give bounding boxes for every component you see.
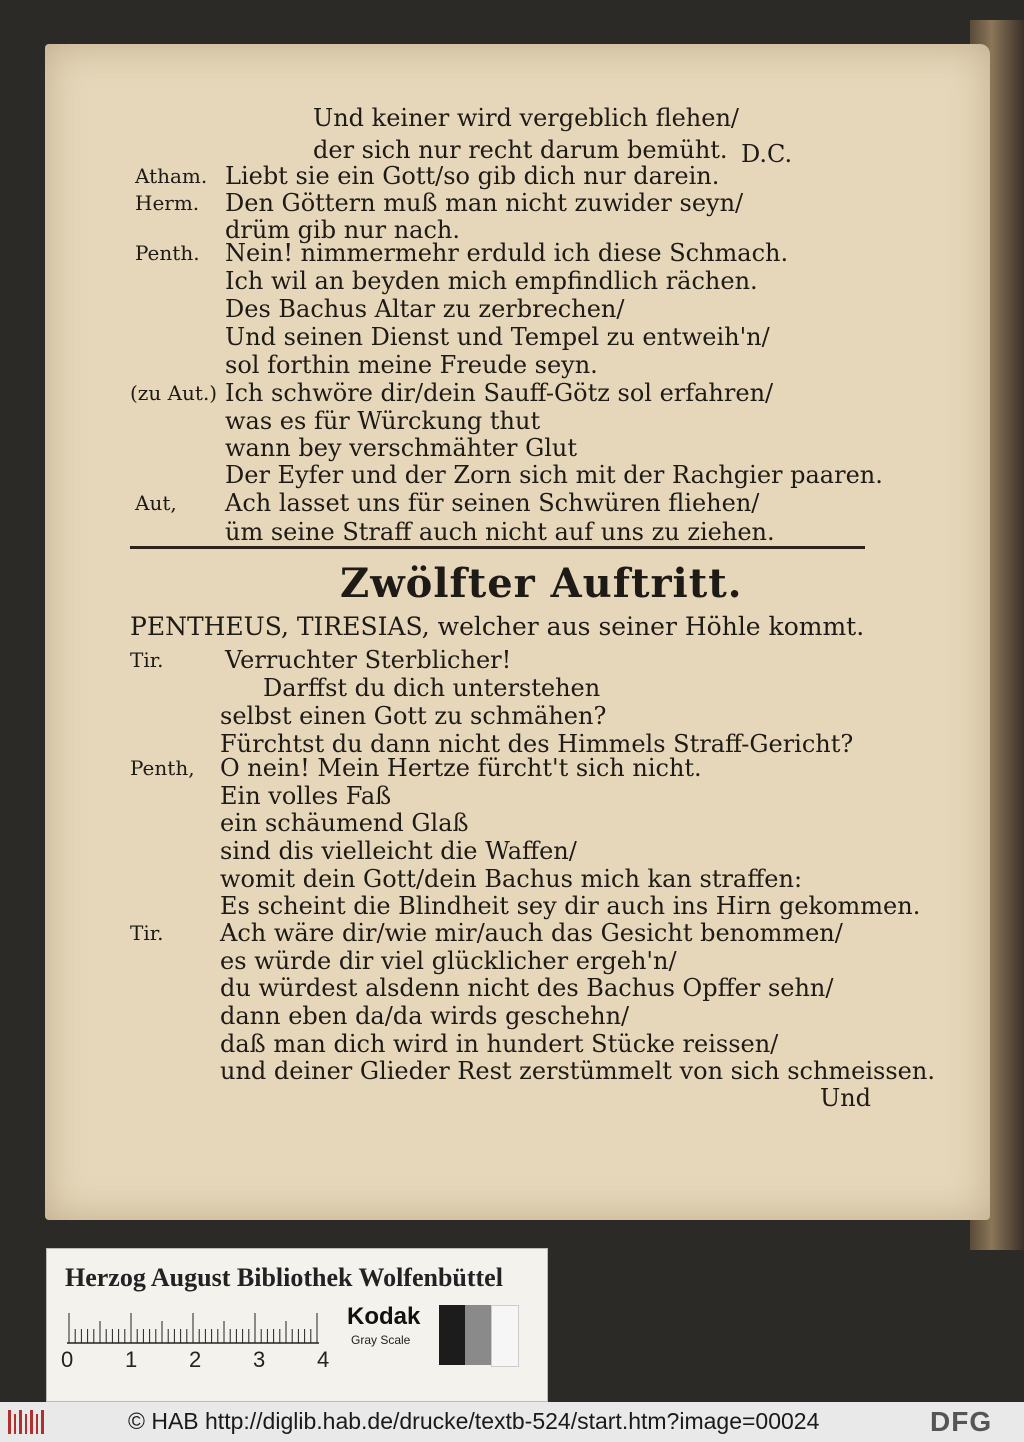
gray-scale-label: Gray Scale [351, 1333, 411, 1347]
library-name: Herzog August Bibliothek Wolfenbüttel [65, 1263, 503, 1292]
verse-line: drüm gib nur nach. [225, 216, 461, 244]
book-page [45, 44, 990, 1220]
verse-line: Fürchtst du dann nicht des Himmels Straff-Gericht? [220, 730, 854, 758]
verse-line: Und seinen Dienst und Tempel zu entweih'n/ [225, 323, 770, 351]
da-capo-mark: D.C. [741, 140, 793, 168]
dfg-logo: DFG [930, 1406, 993, 1437]
verse-line: Ach lasset uns für seinen Schwüren fliehen/ [225, 489, 760, 517]
speaker-label: Herm. [135, 191, 200, 215]
calibration-strip [46, 1248, 548, 1402]
ruler-number: 2 [189, 1347, 202, 1372]
stage-direction: (zu Aut.) [130, 381, 218, 405]
footer-bar [0, 1402, 1024, 1442]
verse-line: du würdest alsdenn nicht des Bachus Opffer sehn/ [220, 974, 834, 1002]
verse-line: dann eben da/da wirds geschehn/ [220, 1002, 630, 1030]
speaker-label: Tir. [130, 648, 164, 672]
verse-line: sind dis vielleicht die Waffen/ [220, 837, 577, 865]
verse-line: es würde dir viel glücklicher ergeh'n/ [220, 947, 677, 975]
verse-line: selbst einen Gott zu schmähen? [220, 702, 607, 730]
speaker-label: Aut, [135, 491, 177, 515]
verse-line: was es für Würckung thut [225, 407, 541, 435]
speaker-label: Penth, [130, 756, 195, 780]
verse-line: sol forthin meine Freude seyn. [225, 351, 598, 379]
ruler-number: 1 [125, 1347, 138, 1372]
catchword: Und [820, 1084, 872, 1112]
verse-line: wann bey verschmähter Glut [225, 434, 578, 462]
verse-line: Und keiner wird vergeblich flehen/ [313, 104, 739, 132]
verse-line: Des Bachus Altar zu zerbrechen/ [225, 295, 625, 323]
ruler-number: 3 [253, 1347, 266, 1372]
gray-swatch-black [439, 1305, 465, 1365]
verse-line: womit dein Gott/dein Bachus mich kan straffen: [220, 865, 803, 893]
verse-line: Darffst du dich unterstehen [263, 674, 601, 702]
page-text [45, 44, 990, 1220]
speaker-label: Atham. [135, 164, 208, 188]
kodak-label: Kodak [347, 1303, 421, 1330]
ruler-number: 0 [61, 1347, 74, 1372]
verse-line: und deiner Glieder Rest zerstümmelt von sich schmeissen. [220, 1057, 935, 1085]
divider-rule [130, 546, 865, 549]
speaker-label: Penth. [135, 241, 200, 265]
gray-swatch-white [491, 1305, 519, 1367]
hab-logo-icon [6, 1408, 50, 1436]
verse-line: Ach wäre dir/wie mir/auch das Gesicht benommen/ [220, 919, 843, 947]
verse-line: O nein! Mein Hertze fürcht't sich nicht. [220, 754, 702, 782]
gray-swatch-mid [465, 1305, 491, 1365]
scene-heading: Zwölfter Auftritt. [340, 560, 743, 607]
verse-line: Verruchter Sterblicher! [225, 646, 512, 674]
verse-line: Ich schwöre dir/dein Sauff-Götz sol erfahren/ [225, 379, 774, 407]
verse-line: Den Göttern muß man nicht zuwider seyn/ [225, 189, 744, 217]
speaker-label: Tir. [130, 921, 164, 945]
verse-line: daß man dich wird in hundert Stücke reissen/ [220, 1030, 779, 1058]
ruler-numbers [59, 1347, 339, 1377]
verse-line: ein schäumend Glaß [220, 809, 469, 837]
ruler-number: 4 [317, 1347, 330, 1372]
source-link[interactable]: © HAB http://diglib.hab.de/drucke/textb-524/start.htm?image=00024 [128, 1408, 820, 1434]
verse-line: der sich nur recht darum bemüht. [313, 136, 728, 164]
verse-line: Es scheint die Blindheit sey dir auch ins Hirn gekommen. [220, 892, 921, 920]
verse-line: üm seine Straff auch nicht auf uns zu ziehen. [225, 518, 775, 546]
ruler-icon [63, 1305, 323, 1345]
scene-persons: PENTHEUS, TIRESIAS, welcher aus seiner Höhle kommt. [130, 612, 865, 641]
verse-line: Ein volles Faß [220, 782, 392, 810]
verse-line: Der Eyfer und der Zorn sich mit der Rachgier paaren. [225, 461, 883, 489]
verse-line: Nein! nimmermehr erduld ich diese Schmach. [225, 239, 789, 267]
verse-line: Ich wil an beyden mich empfindlich rächen. [225, 267, 758, 295]
verse-line: Liebt sie ein Gott/so gib dich nur darein. [225, 162, 720, 190]
